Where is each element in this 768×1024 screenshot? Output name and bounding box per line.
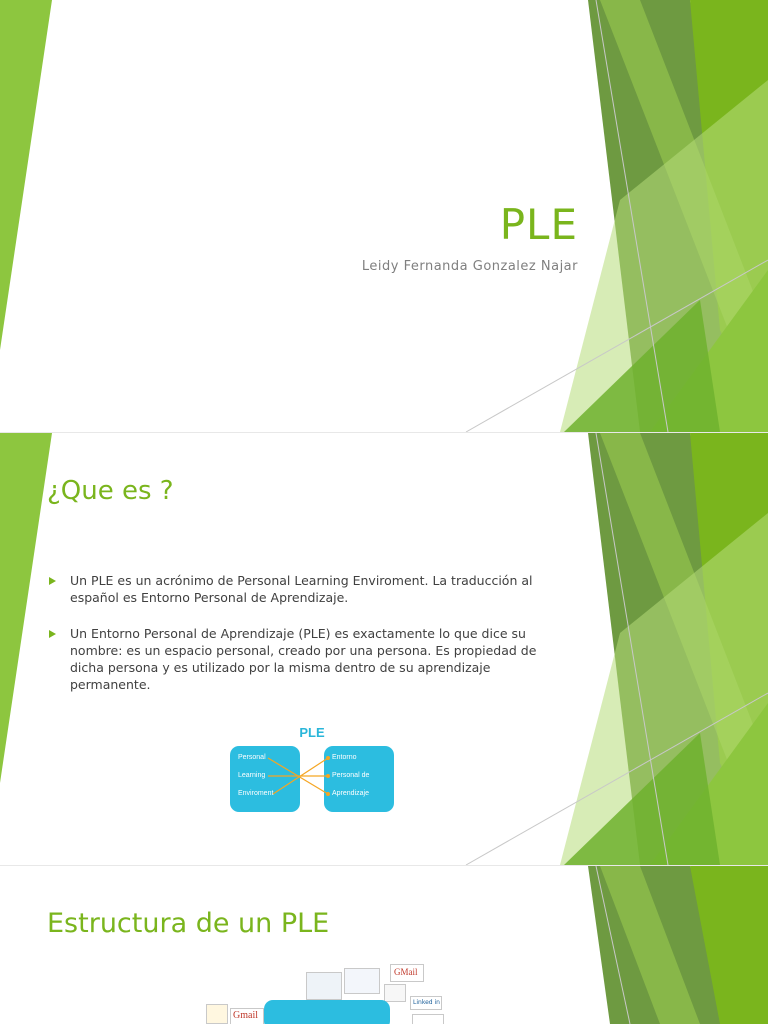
screenshot-thumbnail: [306, 972, 342, 1000]
definition-slide: [0, 433, 768, 865]
slide-heading: Estructura de un PLE: [47, 908, 330, 939]
bullet-arrow-icon: [49, 630, 56, 638]
bullet-arrow-icon: [49, 577, 56, 585]
logo-text: GMail: [394, 967, 418, 977]
gmail-logo: [390, 964, 424, 982]
bullet-text: Un Entorno Personal de Aprendizaje (PLE) es exactamente lo que dice su nombre: es un espacio personal, creado por una persona. Es propiedad de dicha persona y es utilizado por la misma dentro de su aprendizaje permanente.: [70, 626, 537, 692]
logo-text: Gmail: [233, 1010, 258, 1021]
diagram-label: Personal de: [332, 772, 370, 779]
app-icon-thumbnail: [206, 1004, 228, 1024]
screenshot-thumbnail: [344, 968, 380, 994]
diagram-label: Enviroment: [238, 790, 274, 797]
screenshot-thumbnail: [412, 1014, 444, 1024]
bullet-list: [48, 572, 548, 712]
slide-heading: ¿Que es ?: [47, 476, 174, 506]
diagram-connectors: [228, 725, 396, 817]
gmail-logo: [230, 1008, 264, 1024]
bullet-item: [48, 625, 548, 693]
ple-structure-image: [200, 962, 460, 1024]
slide-title: PLE: [499, 200, 578, 249]
slide-subtitle: Leidy Fernanda Gonzalez Najar: [361, 259, 578, 274]
green-triangles-decoration: [0, 0, 768, 432]
ple-diagram: [228, 725, 396, 817]
title-slide: [0, 0, 768, 432]
logo-text: Linked in: [413, 999, 440, 1006]
diagram-label: Personal: [238, 754, 266, 761]
structure-slide: [0, 866, 768, 1024]
bullet-item: [48, 572, 548, 606]
linkedin-logo: [410, 996, 442, 1010]
diagram-label: Aprendizaje: [332, 790, 369, 797]
bullet-text: Un PLE es un acrónimo de Personal Learning Enviroment. La traducción al español es Entorno Personal de Aprendizaje.: [70, 573, 533, 605]
diagram-title: PLE: [299, 725, 325, 740]
diagram-center-box: [264, 1000, 390, 1024]
diagram-label: Entorno: [332, 754, 357, 761]
screenshot-thumbnail: [384, 984, 406, 1002]
diagram-label: Learning: [238, 772, 266, 779]
